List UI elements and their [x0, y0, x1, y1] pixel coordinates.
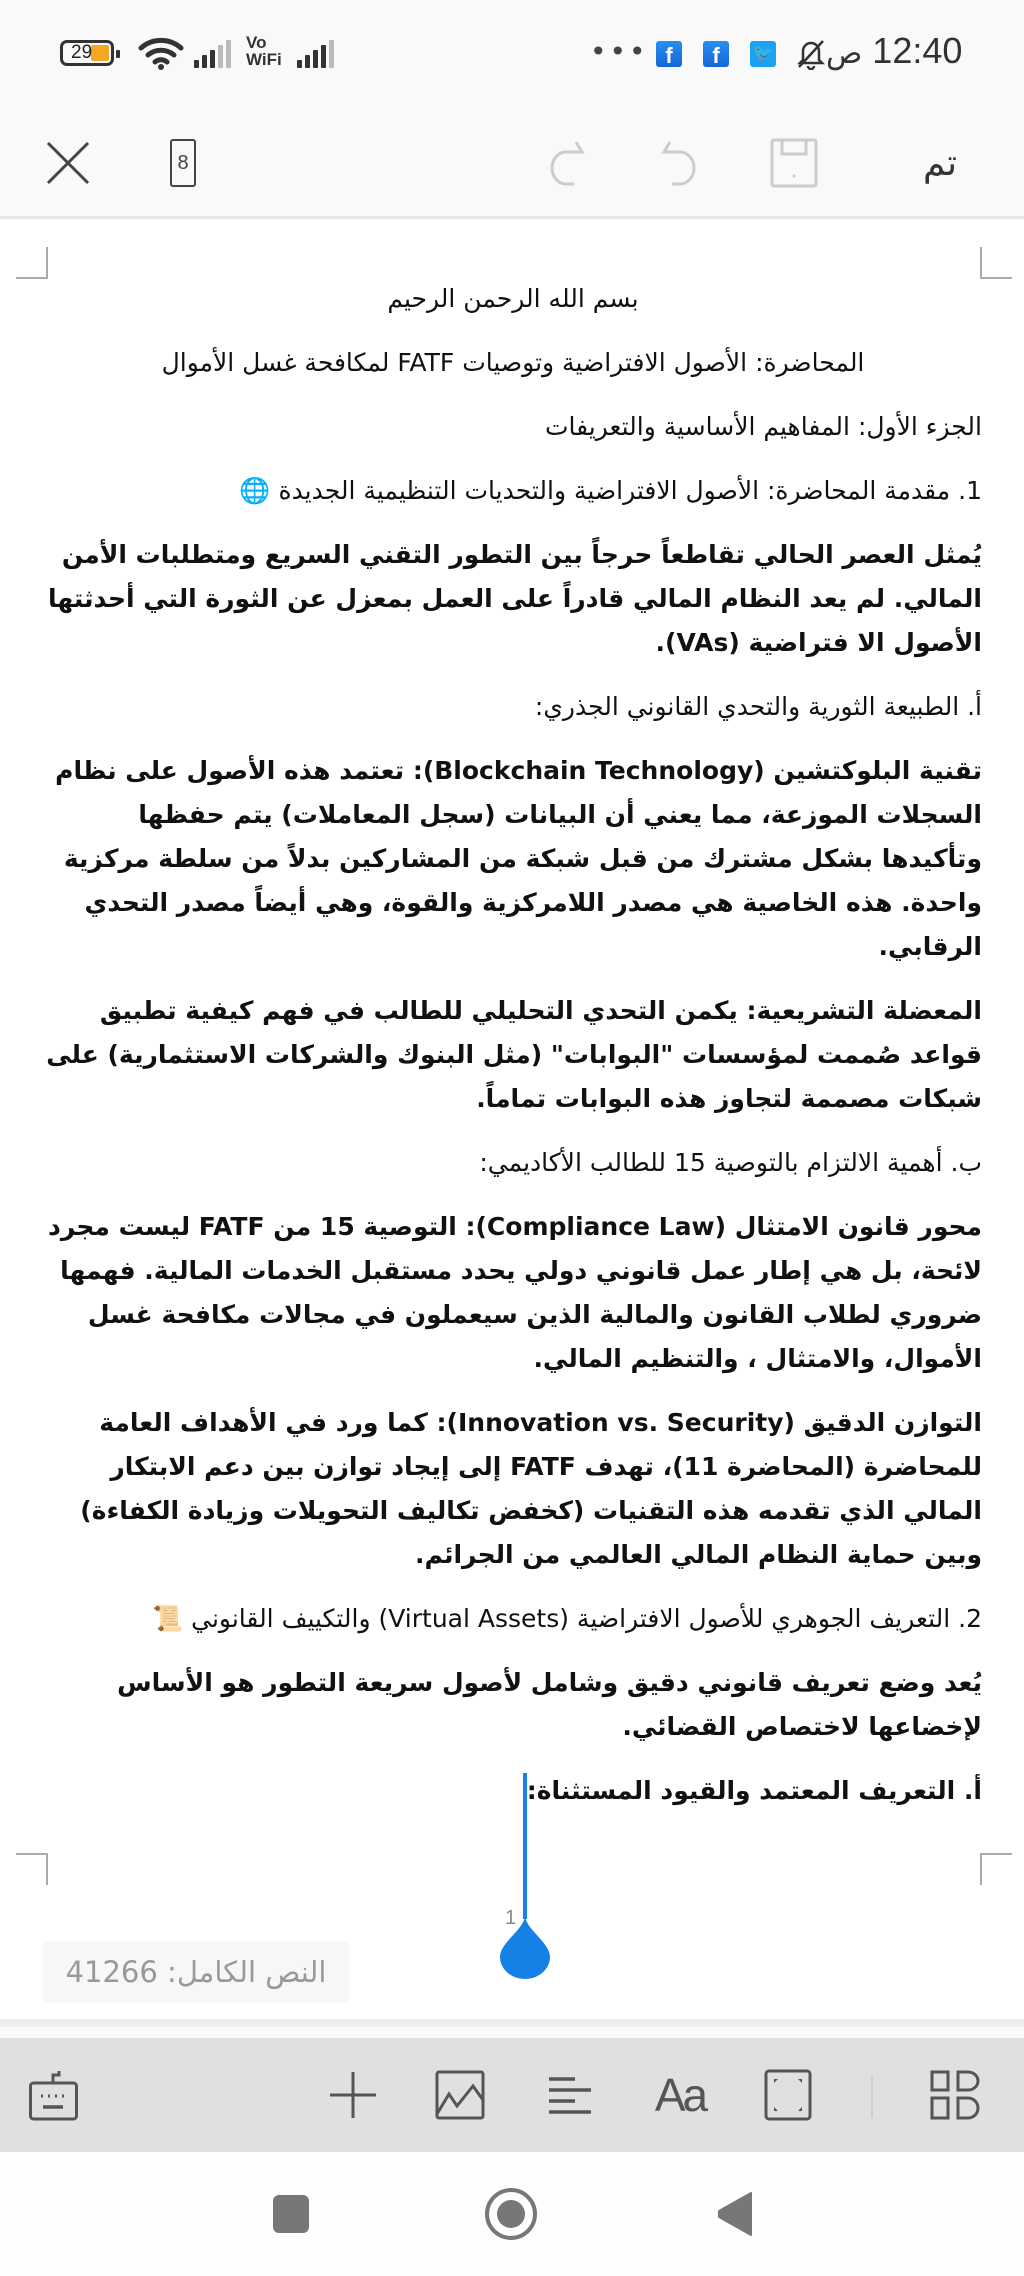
- paragraph: المعضلة التشريعية: يكمن التحدي التحليلي للطالب في فهم كيفية تطبيق قواعد صُممت لمؤسسات "البوابات" (مثل البنوك والشركات الاستثمارية) على شبكات مصممة لتجاوز هذه البوابات تماماً.: [46, 996, 982, 1113]
- margin-corner: [980, 1853, 1012, 1885]
- paragraph: يُعد وضع تعريف قانوني دقيق وشامل لأصول سريعة التطور هو الأساس لإخضاعها لاختصاص القضائي.: [117, 1668, 982, 1741]
- subheading: ب. أهمية الالتزام بالتوصية 15 للطالب الأكاديمي:: [479, 1148, 982, 1177]
- battery-level-fill: [91, 45, 109, 61]
- fullscreen-icon: [764, 2069, 812, 2121]
- keyboard-toggle-button[interactable]: [14, 2038, 94, 2152]
- bell-muted-icon: [796, 38, 826, 70]
- document-body[interactable]: [44, 277, 982, 1833]
- close-icon: [44, 139, 92, 187]
- cell-signal-icon-2: [297, 40, 334, 68]
- plus-icon: [328, 2070, 378, 2120]
- clock-time: 12:40: [872, 30, 963, 71]
- redo-icon: [548, 138, 588, 188]
- page-count-badge: 8: [170, 139, 196, 187]
- home-button[interactable]: [466, 2152, 556, 2276]
- done-label: تم: [923, 142, 957, 184]
- back-button[interactable]: [690, 2152, 780, 2276]
- undo-button[interactable]: [640, 110, 716, 216]
- page-layout-button[interactable]: [748, 2038, 828, 2152]
- margin-corner: [16, 1853, 48, 1885]
- font-icon: Aa: [654, 2069, 706, 2121]
- page-count-button[interactable]: [150, 110, 216, 216]
- battery-icon: [60, 40, 114, 66]
- done-button[interactable]: [900, 110, 980, 216]
- status-bar: [0, 0, 1024, 110]
- more-notifications-icon: •••: [590, 35, 649, 68]
- paragraph: تقنية البلوكتشين (Blockchain Technology): تعتمد هذه الأصول على نظام السجلات الموزعة، مما يعني أن البيانات (سجل المعاملات) يتم حفظها وتأكيدها بشكل مشترك من قبل شبكة من المشاركين بدلاً من سلطة مركزية واحدة. هذه الخاصية هي مصدر اللامركزية والقوة، وهي أيضاً مصدر التحدي الرقابي.: [55, 756, 982, 961]
- save-button[interactable]: [756, 110, 832, 216]
- section-heading: 2. التعريف الجوهري للأصول الافتراضية (Virtual Assets) والتكييف القانوني 📜: [152, 1604, 982, 1633]
- align-icon: [547, 2075, 593, 2115]
- font-format-button[interactable]: [640, 2038, 720, 2152]
- image-icon: [435, 2070, 485, 2120]
- section-heading: 1. مقدمة المحاضرة: الأصول الافتراضية والتحديات التنظيمية الجديدة 🌐: [239, 476, 982, 505]
- battery-level: 29: [71, 42, 93, 63]
- margin-corner: [16, 247, 48, 279]
- twitter-icon: 🐦: [750, 41, 776, 67]
- clock: [826, 30, 962, 72]
- undo-icon: [658, 138, 698, 188]
- divider: [0, 2019, 1024, 2027]
- apps-icon: [930, 2070, 980, 2120]
- clock-period: ص: [826, 37, 863, 70]
- facebook-icon: f: [703, 41, 729, 67]
- system-nav-bar: [0, 2152, 1024, 2276]
- back-triangle-icon: [717, 2191, 753, 2237]
- recents-button[interactable]: [246, 2152, 336, 2276]
- subheading: أ. الطبيعة الثورية والتحدي القانوني الجذري:: [534, 692, 982, 721]
- part-heading: الجزء الأول: المفاهيم الأساسية والتعريفات: [545, 412, 982, 441]
- subheading-with-cursor: [44, 1769, 982, 1813]
- word-count-badge[interactable]: النص الكامل: 41266: [42, 1941, 350, 2003]
- facebook-icon: f: [656, 41, 682, 67]
- vowifi-label: Vo WiFi: [246, 33, 282, 69]
- document-page[interactable]: [0, 219, 1024, 2019]
- cursor-handle-stem: [523, 1811, 527, 1919]
- square-icon: [273, 2195, 309, 2233]
- save-icon: [770, 138, 818, 188]
- basmala: بسم الله الرحمن الرحيم: [387, 284, 639, 313]
- page-number: 1: [505, 1907, 517, 1929]
- insert-button[interactable]: [313, 2038, 393, 2152]
- editor-toolbar: [0, 110, 1024, 219]
- home-circle-icon: [484, 2187, 538, 2241]
- paragraph: التوازن الدقيق (Innovation vs. Security): كما ورد في الأهداف العامة للمحاضرة (المحاضرة 11)، تهدف FATF إلى إيجاد توازن بين دعم الابتكار المالي الذي تقدمه هذه التقنيات (كخفض تكاليف التحويلات وزيادة الكفاءة) وبين حماية النظام المالي العالمي من الجرائم.: [80, 1408, 982, 1569]
- keyboard-icon: [29, 2069, 79, 2121]
- paragraph-format-button[interactable]: [530, 2038, 610, 2152]
- cell-signal-icon: [194, 40, 231, 68]
- redo-button[interactable]: [530, 110, 606, 216]
- insert-image-button[interactable]: [420, 2038, 500, 2152]
- paragraph: محور قانون الامتثال (Compliance Law): التوصية 15 من FATF ليست مجرد لائحة، بل هي إطار عمل قانوني دولي يحدد مستقبل الخدمات المالية. فهمها ضروري لطلاب القانون والمالية الذين سيعملون في مجالات مكافحة غسل الأموال، والامتثال ، والتنظيم المالي.: [48, 1212, 982, 1373]
- paragraph: يُمثل العصر الحالي تقاطعاً حرجاً بين التطور التقني السريع ومتطلبات الأمن المالي. لم يعد النظام المالي قادراً على العمل بمعزل عن الثورة التي أحدثتها الأصول الا فتراضية (VAs).: [48, 540, 982, 657]
- wifi-icon: [138, 36, 184, 70]
- subheading-text: أ. التعريف المعتمد والقيود المستثناة:: [526, 1776, 982, 1805]
- close-button[interactable]: [30, 110, 106, 216]
- margin-corner: [980, 247, 1012, 279]
- more-tools-button[interactable]: [915, 2038, 995, 2152]
- bottom-toolbar: [0, 2038, 1024, 2152]
- lecture-title: المحاضرة: الأصول الافتراضية وتوصيات FATF لمكافحة غسل الأموال: [161, 348, 865, 377]
- toolbar-divider: [871, 2076, 873, 2118]
- battery-nub: [116, 50, 120, 58]
